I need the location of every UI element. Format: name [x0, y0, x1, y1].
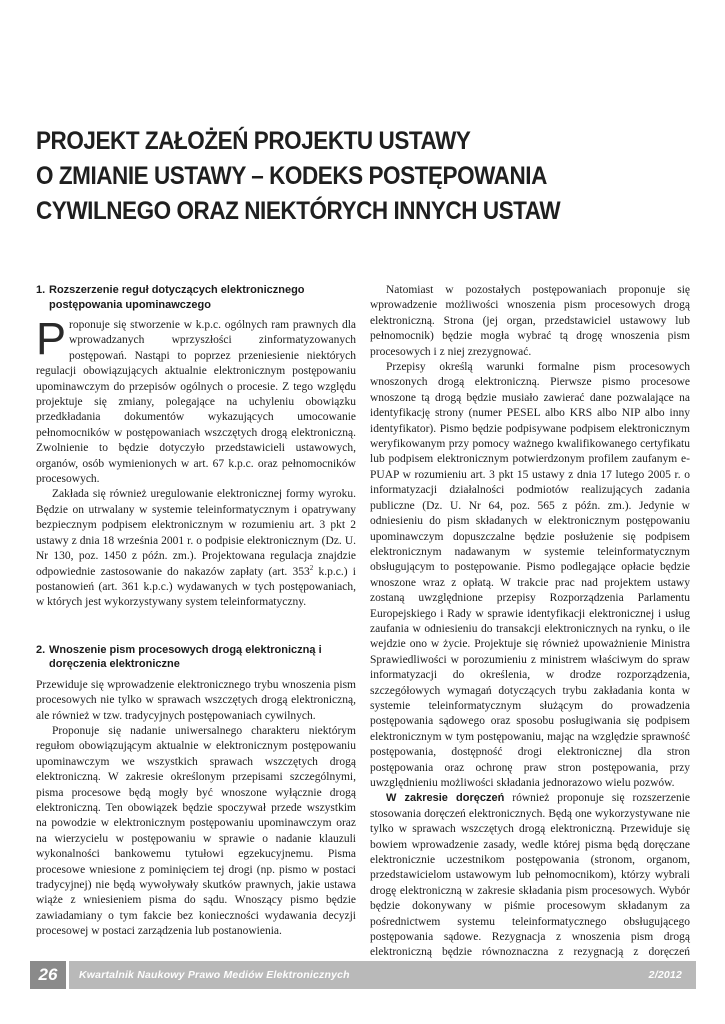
section-spacer: [36, 611, 356, 643]
left-column: [36, 283, 356, 940]
section-2-number: 2.: [36, 643, 46, 656]
right-paragraph-1: Natomiast w pozostałych postępowaniach proponuje się wprowadzenie możliwości wnoszenia pism procesowych drogą elektroniczną. Strona (jej organ, przedstawiciel ustawowy lub pełnomocnik) będzie mogła wybrać tą drogę wnoszenia pism procesowych i z niej zrezygnować.: [370, 284, 690, 358]
page-footer: [30, 961, 696, 989]
section-2-paragraph-2: Proponuje się nadanie uniwersalnego charakteru niektórym regułom obowiązującym aktualnie w elektronicznym postępowaniu upominawczym we wszystkich sprawach wszczętych drogą elektroniczną. W zakresie określonym przepisami szczególnymi, pisma procesowe będą mogły być wnoszone wyłącznie drogą elektroniczną. Ten obowiązek będzie spoczywał przede wszystkim na powodzie w elektronicznym postępowaniu upominawczym oraz na wierzycielu w postępowaniu w sprawie o nadanie klauzuli wykonalności bankowemu tytułowi egzekucyjnemu. Pisma procesowe wniesione z pominięciem tej drogi (np. pismo w postaci tradycyjnej) nie będą wywoływały skutków prawnych, jakie ustawa wiąże z wniesieniem pisma do sądu. Wnoszący pismo będzie zawiadamiany o tym fakcie bez konieczności wydawania decyzji procesowej w postaci zarządzenia lub postanowienia.: [36, 724, 356, 938]
right-column: [370, 283, 690, 976]
right-paragraph-3-text: również proponuje się rozszerzenie stosowania doręczeń elektronicznych. Będą one wykorzystywane nie tylko w sprawach wszczętych drogą elektroniczną. Przewiduje się bowiem wprowadzenie zasady, wedle której pisma będą doręczane elektronicznie uczestnikom postępowania (stronom, organom, przedstawicielom ustawowym lub pełnomocnikom), którzy wybrali drogę elektroniczną w zakresie składania pism procesowych. Wybór będzie dokonywany w piśmie procesowym składanym za pośrednictwem systemu teleinformatycznego obsługującego postępowania sądowe. Rezygnacja z wnoszenia pism drogą elektroniczną będzie równoznaczna z rezygnacją z doręczeń: [370, 792, 690, 959]
right-paragraph-3: [370, 791, 690, 976]
right-paragraph-3-bold: W zakresie doręczeń: [386, 792, 505, 805]
section-1-heading-text: Rozszerzenie reguł dotyczących elektronicznego postępowania upominawczego: [49, 284, 305, 311]
section-2-heading: [36, 643, 356, 672]
journal-name: Kwartalnik Naukowy Prawo Mediów Elektronicznych: [79, 969, 350, 981]
title-line-3: CYWILNEGO ORAZ NIEKTÓRYCH INNYCH USTAW: [36, 197, 561, 225]
section-1-paragraph-2: [36, 487, 356, 610]
section-1-paragraph-1-text: roponuje się stworzenie w k.p.c. ogólnych ram prawnych dla wprowadzanych wprzyszłości zinformatyzowanych postępowań. Nastąpi to poprzez przeniesienie niektórych regulacji obowiązujących aktualnie elektronicznym postępowaniu upominawczym do przepisów ogólnych o procesie. Z tego względu projektuje się zmiany, polegające na uchyleniu obowiązku przedkładania dokumentów wykazujących umocowanie pełnomocników w postępowaniach wszczętych drogą elektroniczną. Zwolnienie to będzie dotyczyło przedstawicieli ustawowych, organów, osób wymienionych w art. 67 k.p.c. oraz pełnomocników procesowych.: [36, 319, 356, 486]
page-number: 26: [30, 961, 66, 989]
issue-number: 2/2012: [648, 969, 682, 981]
footer-bar: [69, 961, 696, 989]
section-2-paragraph-1: Przewiduje się wprowadzenie elektronicznego trybu wnoszenia pism procesowych nie tylko w sprawach wszczętych drogą elektroniczną, ale również w tzw. tradycyjnych postępowaniach cywilnych.: [36, 678, 356, 722]
section-1-paragraph-2-text-a: Zakłada się również uregulowanie elektronicznej formy wyroku. Będzie on utrwalany w systemie teleinformatycznym i opatrywany bezpiecznym podpisem elektronicznym w rozumieniu art. 3 pkt 2 ustawy z dnia 18 września 2001 r. o podpisie elektronicznym (Dz. U. Nr 130, poz. 1450 z późn. zm.). Projektowana regulacja znajdzie odpowiednie zastosowanie do nakazów zapłaty (art. 353: [36, 488, 356, 578]
section-1-paragraph-1: [36, 313, 356, 487]
section-1-heading: [36, 283, 356, 312]
article-title: [36, 124, 630, 229]
title-line-1: PROJEKT ZAŁOŻEŃ PROJEKTU USTAWY: [36, 127, 471, 155]
title-line-2: O ZMIANIE USTAWY – KODEKS POSTĘPOWANIA: [36, 162, 547, 190]
section-1-number: 1.: [36, 284, 46, 296]
section-1-paragraph-2-text-b: k.p.c.) i postanowień (art. 361 k.p.c.) wydawanych w tych postępowaniach, w których jest wykorzystywany system teleinformatyczny.: [36, 565, 356, 609]
drop-cap: P: [36, 313, 67, 364]
footnote-superscript: 2: [309, 563, 314, 572]
section-2-heading-text: Wnoszenie pism procesowych drogą elektroniczną i doręczenia elektroniczne: [49, 643, 322, 671]
right-paragraph-2: Przepisy określą warunki formalne pism procesowych wnoszonych drogą elektroniczną. Pierwsze pismo procesowe wnoszone tą drogą będzie musiało zawierać dane pozwalające na identyfikację strony (numer PESEL albo KRS albo NIP albo inny identyfikator). Pismo będzie podpisywane podpisem elektronicznym weryfikowanym przy pomocy ważnego kwalifikowanego certyfikatu lub podpisem elektronicznym potwierdzonym profilem zaufanym e-PUAP w rozumieniu art. 3 pkt 15 ustawy z dnia 17 lutego 2005 r. o informatyzacji działalności podmiotów realizujących zadania publiczne (Dz. U. Nr 64, poz. 565 z późn. zm.). Jedynie w odniesieniu do pism składanych w elektronicznym postępowaniu upominawczym dopuszczalne będzie posłużenie się podpisem elektronicznym nadawanym w systemie teleinformatycznym obsługującym to postępowanie. Pismo podlegające opłacie będzie wnoszone wraz z opłatą. W trakcie prac nad projektem ustawy zostaną uwzględnione przepisy Rozporządzenia Parlamentu Europejskiego i Rady w sprawie identyfikacji elektronicznej i usług zaufania w odniesieniu do transakcji elektronicznych na rynku, o ile wejdzie ono w życie. Projektuje się również upoważnienie Ministra Sprawiedliwości w porozumieniu z ministrem właściwym do spraw informatyzacji do określenia, w drodze rozporządzenia, szczegółowych wymagań dotyczących trybu zakładania konta w systemie teleinformatycznym służącym do prowadzenia postępowania sądowego oraz sposobu posługiwania się podpisem elektronicznym w tym postępowaniu, mając na względzie sprawność postępowania, dostępność drogi elektronicznej dla stron postępowania oraz ochronę praw stron postępowania, przy uwzględnieniu możliwości składania jednorazowo wielu pozwów.: [370, 361, 690, 789]
